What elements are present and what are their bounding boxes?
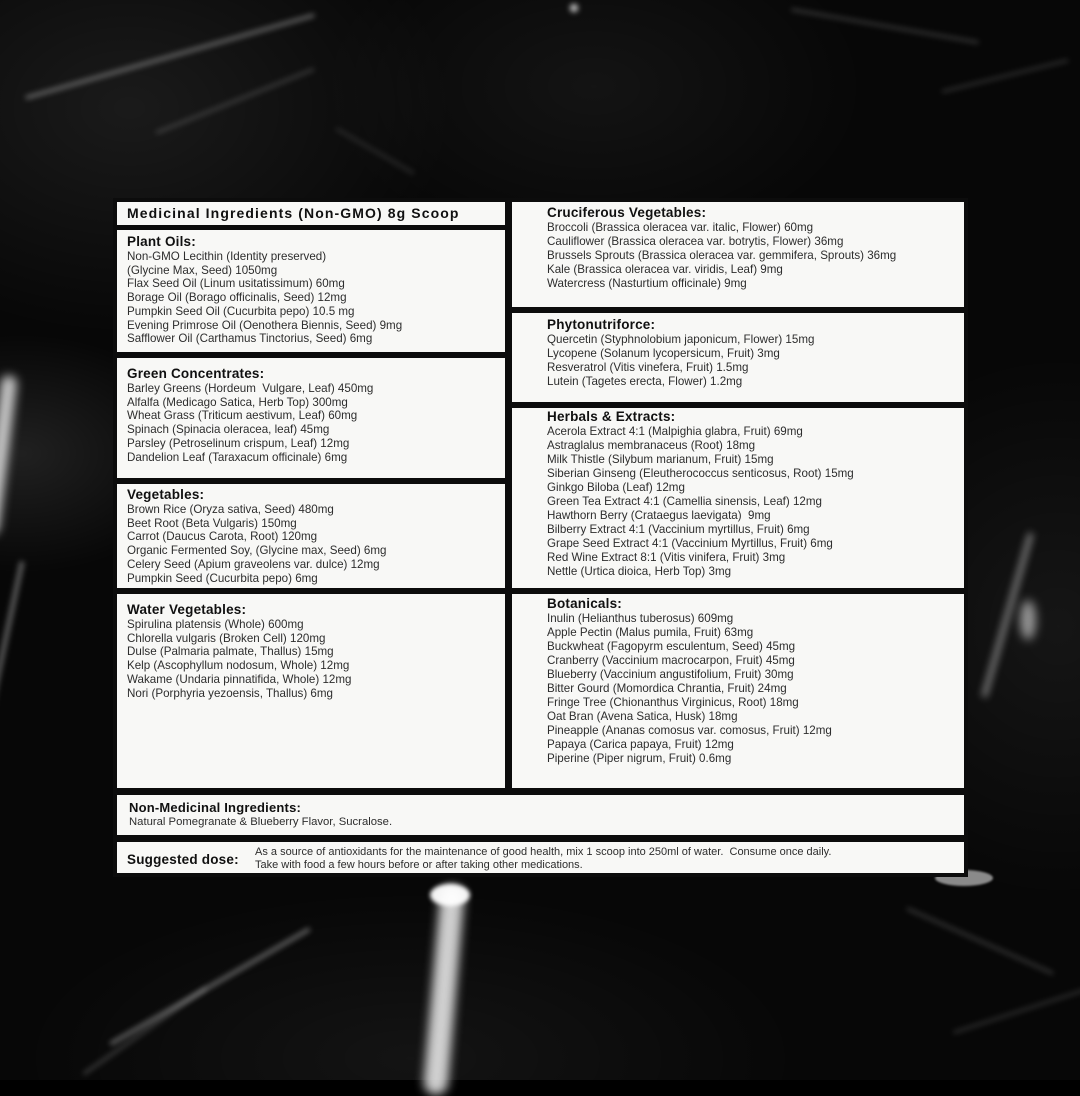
- section-title: Herbals & Extracts:: [547, 409, 676, 424]
- ingredient-list: [547, 333, 961, 389]
- ingredient-line: Brown Rice (Oryza sativa, Seed) 480mg: [127, 503, 334, 516]
- marble-vein: [0, 561, 25, 709]
- ingredient-line: Carrot (Daucus Carota, Root) 120mg: [127, 530, 318, 544]
- section-cruciferous-vegetables: [547, 205, 961, 291]
- non-medicinal-text: Natural Pomegranate & Blueberry Flavor, Sucralose.: [129, 816, 393, 828]
- ingredient-line: Broccoli (Brassica oleracea var. italic, Flower) 60mg: [547, 221, 814, 234]
- section-title: Plant Oils:: [127, 234, 196, 249]
- ingredient-line: Cranberry (Vaccinium macrocarpon, Fruit) 45mg: [547, 654, 795, 667]
- ingredient-line: Beet Root (Beta Vulgaris) 150mg: [127, 516, 297, 530]
- ingredient-line: Lycopene (Solanum lycopersicum, Fruit) 3mg: [547, 347, 780, 360]
- ingredient-line: Pumpkin Seed Oil (Cucurbita pepo) 10.5 mg: [127, 304, 355, 318]
- ingredient-line: Wheat Grass (Triticum aestivum, Leaf) 60mg: [127, 409, 358, 423]
- ingredient-line: Dulse (Palmaria palmate, Thallus) 15mg: [127, 645, 334, 659]
- ingredient-line: Papaya (Carica papaya, Fruit) 12mg: [547, 738, 734, 751]
- section-title: Botanicals:: [547, 596, 622, 611]
- ingredient-line: Chlorella vulgaris (Broken Cell) 120mg: [127, 631, 326, 645]
- ingredient-line: Blueberry (Vaccinium angustifolium, Fruit) 30mg: [547, 668, 794, 681]
- ingredient-line: Organic Fermented Soy, (Glycine max, Seed) 6mg: [127, 544, 387, 558]
- divider: [117, 478, 505, 484]
- section-title: Phytonutriforce:: [547, 317, 656, 332]
- ingredient-line: Lutein (Tagetes erecta, Flower) 1.2mg: [547, 375, 743, 388]
- section-suggested-dose: [127, 843, 957, 875]
- section-title: Non-Medicinal Ingredients:: [129, 800, 302, 815]
- ingredient-line: Siberian Ginseng (Eleutherococcus senticosus, Root) 15mg: [547, 467, 854, 480]
- marble-vein: [110, 928, 311, 1046]
- ingredient-line: Spinach (Spinacia oleracea, leaf) 45mg: [127, 423, 330, 437]
- ingredient-list: [547, 612, 961, 766]
- ingredient-line: Milk Thistle (Silybum marianum, Fruit) 15mg: [547, 453, 774, 466]
- dose-line: As a source of antioxidants for the maintenance of good health, mix 1 scoop into 250ml of water. Consume once daily.: [255, 846, 832, 859]
- ingredient-line: Spirulina platensis (Whole) 600mg: [127, 618, 304, 631]
- ingredient-line: Oat Bran (Avena Satica, Husk) 18mg: [547, 710, 738, 723]
- divider: [117, 788, 964, 795]
- ingredient-line: Evening Primrose Oil (Oenothera Biennis, Seed) 9mg: [127, 318, 403, 332]
- ingredient-line: Inulin (Helianthus tuberosus) 609mg: [547, 612, 734, 625]
- ingredient-line: Flax Seed Oil (Linum usitatissimum) 60mg: [127, 277, 345, 291]
- ingredient-line: Kale (Brassica oleracea var. viridis, Leaf) 9mg: [547, 263, 783, 276]
- section-title: Vegetables:: [127, 487, 205, 502]
- section-title: Water Vegetables:: [127, 602, 247, 617]
- ingredients-panel: [113, 198, 968, 877]
- panel-title: Medicinal Ingredients (Non-GMO) 8g Scoop: [127, 205, 460, 221]
- marble-vein: [423, 884, 465, 1095]
- ingredient-list: [127, 503, 499, 585]
- ingredient-line: Parsley (Petroselinum crispum, Leaf) 12mg: [127, 436, 350, 450]
- marble-vein: [953, 988, 1080, 1033]
- marble-vein: [791, 9, 978, 44]
- ingredient-line: Astraglalus membranaceus (Root) 18mg: [547, 439, 756, 452]
- ingredient-line: Buckwheat (Fagopyrm esculentum, Seed) 45mg: [547, 640, 796, 653]
- ingredient-line: Barley Greens (Hordeum Vulgare, Leaf) 450mg: [127, 382, 374, 395]
- ingredient-line: Grape Seed Extract 4:1 (Vaccinium Myrtillus, Fruit) 6mg: [547, 537, 833, 550]
- section-vegetables: [127, 487, 499, 585]
- ingredient-line: Apple Pectin (Malus pumila, Fruit) 63mg: [547, 626, 754, 639]
- ingredient-list: [127, 250, 499, 346]
- ingredient-line: Safflower Oil (Carthamus Tinctorius, Seed) 6mg: [127, 332, 373, 346]
- section-title: Green Concentrates:: [127, 366, 265, 381]
- section-water-vegetables: [127, 602, 499, 700]
- ingredient-line: Cauliflower (Brassica oleracea var. botrytis, Flower) 36mg: [547, 235, 844, 248]
- dose-title: Suggested dose:: [127, 851, 239, 867]
- ingredient-line: Non-GMO Lecithin (Identity preserved): [127, 250, 327, 263]
- marble-vein: [83, 987, 207, 1075]
- divider: [117, 588, 505, 594]
- ingredient-list: [127, 618, 499, 700]
- ingredient-line: Watercress (Nasturtium officinale) 9mg: [547, 277, 747, 290]
- dose-text: [255, 846, 831, 872]
- marble-vein: [430, 884, 470, 906]
- divider: [117, 225, 505, 230]
- ingredient-line: Quercetin (Styphnolobium japonicum, Flower) 15mg: [547, 333, 815, 346]
- section-herbals-extracts: [547, 409, 961, 579]
- ingredient-line: Borage Oil (Borago officinalis, Seed) 12mg: [127, 291, 347, 305]
- section-non-medicinal: [129, 800, 949, 829]
- ingredient-line: (Glycine Max, Seed) 1050mg: [127, 263, 278, 277]
- ingredient-line: Resveratrol (Vitis vinefera, Fruit) 1.5mg: [547, 361, 749, 374]
- ingredient-line: Wakame (Undaria pinnatifida, Whole) 12mg: [127, 672, 352, 686]
- section-title: Cruciferous Vegetables:: [547, 205, 707, 220]
- ingredient-line: Kelp (Ascophyllum nodosum, Whole) 12mg: [127, 659, 350, 673]
- ingredient-line: Bitter Gourd (Momordica Chrantia, Fruit) 24mg: [547, 682, 787, 695]
- marble-vein: [1020, 600, 1036, 640]
- ingredient-line: Fringe Tree (Chionanthus Virginicus, Root) 18mg: [547, 696, 799, 709]
- ingredient-line: Piperine (Piper nigrum, Fruit) 0.6mg: [547, 752, 732, 765]
- ingredient-list: [127, 382, 499, 464]
- ingredient-line: Alfalfa (Medicago Satica, Herb Top) 300mg: [127, 395, 348, 409]
- ingredient-line: Nori (Porphyria yezoensis, Thallus) 6mg: [127, 686, 333, 700]
- ingredient-line: Celery Seed (Apium graveolens var. dulce) 12mg: [127, 557, 380, 571]
- ingredient-line: Nettle (Urtica dioica, Herb Top) 3mg: [547, 565, 732, 578]
- marble-vein: [336, 128, 415, 175]
- ingredient-line: Bilberry Extract 4:1 (Vaccinium myrtillus, Fruit) 6mg: [547, 523, 810, 536]
- divider: [512, 588, 964, 594]
- ingredient-line: Red Wine Extract 8:1 (Vitis vinifera, Fruit) 3mg: [547, 551, 786, 564]
- ingredient-line: Pineapple (Ananas comosus var. comosus, Fruit) 12mg: [547, 724, 832, 737]
- ingredient-line: Green Tea Extract 4:1 (Camellia sinensis, Leaf) 12mg: [547, 495, 822, 508]
- marble-vein: [156, 68, 314, 134]
- ingredient-line: Hawthorn Berry (Crataegus laevigata) 9mg: [547, 509, 771, 522]
- ingredient-line: Ginkgo Biloba (Leaf) 12mg: [547, 481, 685, 494]
- section-botanicals: [547, 596, 961, 766]
- section-plant-oils: [127, 234, 499, 346]
- section-green-concentrates: [127, 366, 499, 464]
- divider: [512, 402, 964, 408]
- divider: [505, 202, 512, 788]
- marble-vein: [907, 908, 1054, 975]
- marble-vein: [0, 375, 18, 536]
- marble-vein: [942, 59, 1069, 92]
- ingredient-line: Acerola Extract 4:1 (Malpighia glabra, Fruit) 69mg: [547, 425, 803, 438]
- section-phytonutriforce: [547, 317, 961, 389]
- divider: [512, 307, 964, 313]
- ingredient-line: Pumpkin Seed (Cucurbita pepo) 6mg: [127, 571, 318, 585]
- marble-vein: [570, 4, 578, 12]
- ingredient-list: [547, 425, 961, 579]
- divider: [117, 835, 964, 842]
- ingredient-line: Dandelion Leaf (Taraxacum officinale) 6mg: [127, 450, 348, 464]
- dose-line: Take with food a few hours before or after taking other medications.: [255, 859, 583, 871]
- divider: [117, 352, 505, 358]
- ingredient-list: [547, 221, 961, 291]
- ingredient-line: Brussels Sprouts (Brassica oleracea var. gemmifera, Sprouts) 36mg: [547, 249, 897, 262]
